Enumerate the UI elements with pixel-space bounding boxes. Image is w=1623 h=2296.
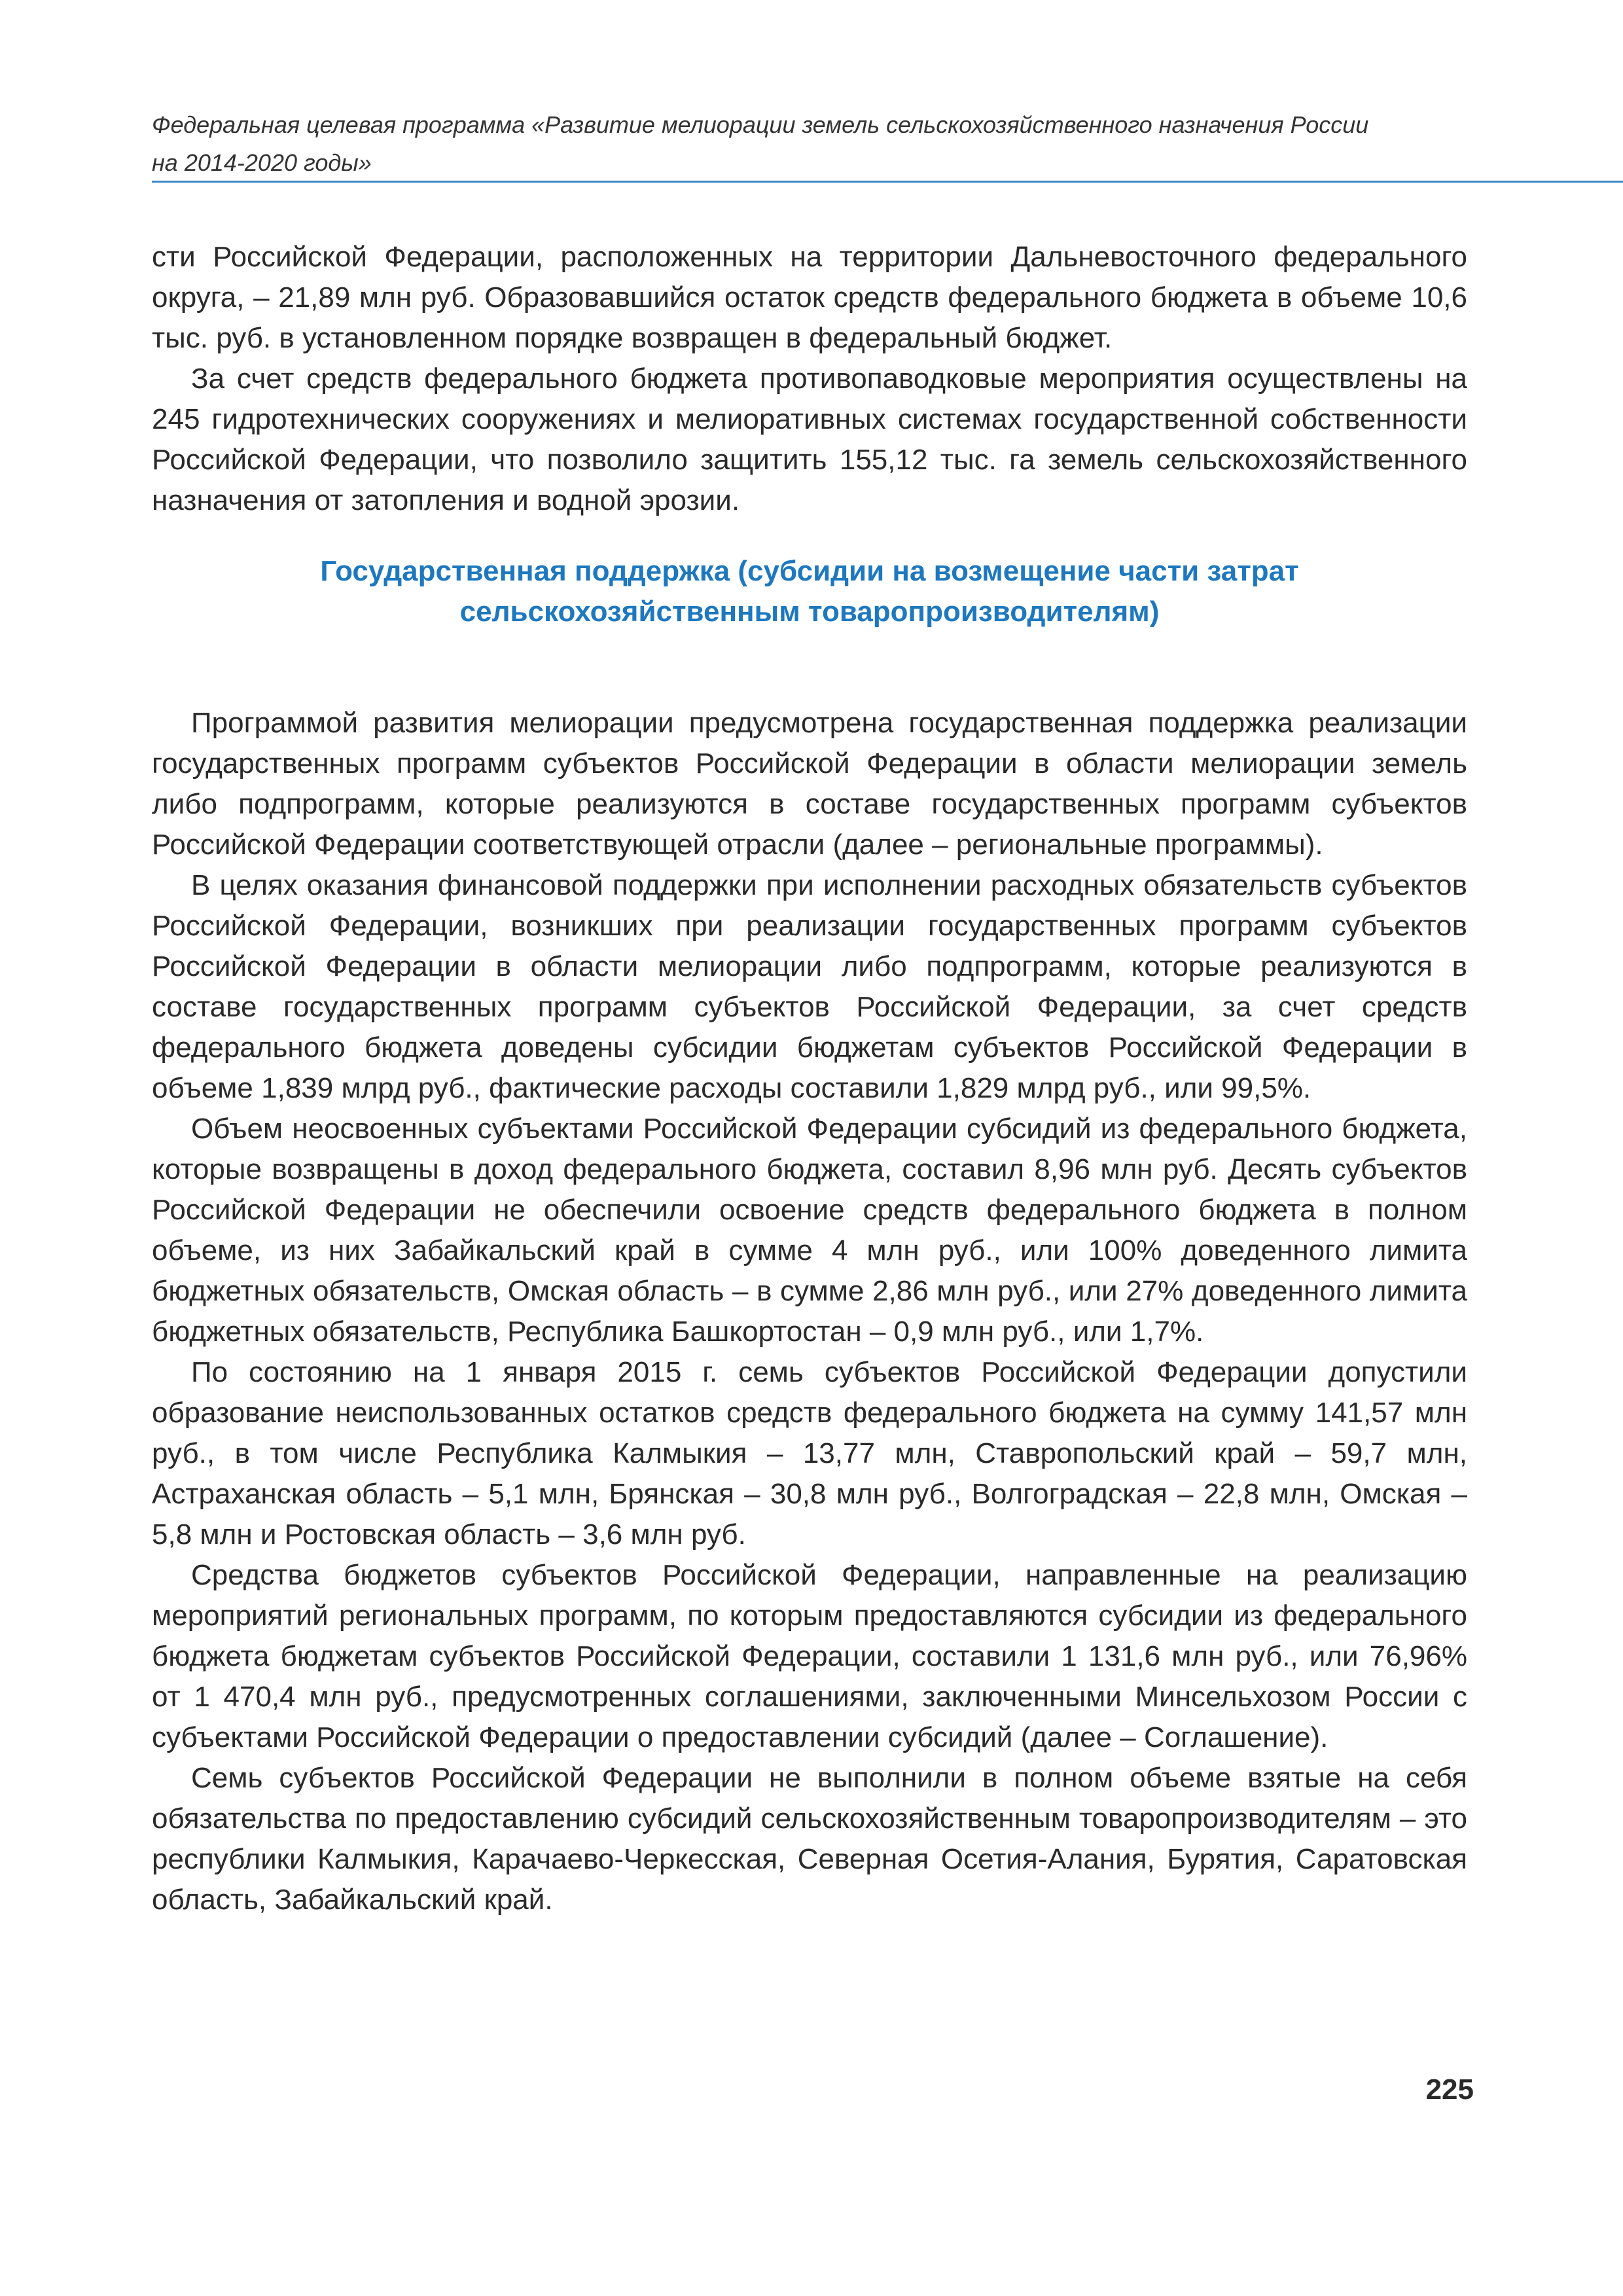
running-header	[152, 106, 1461, 182]
running-header-line-1: Федеральная целевая программа «Развитие мелиорации земель сельскохозяйственного назначения России	[152, 111, 1369, 138]
paragraph: По состоянию на 1 января 2015 г. семь субъектов Российской Федерации допустили образование неиспользованных остатков средств федерального бюджета на сумму 141,57 млн руб., в том числе Республика Калмыкия – 13,77 млн, Ставропольский край – 59,7 млн, Астраханская область – 5,1 млн, Брянская – 30,8 млн руб., Волгоградская – 22,8 млн, Омская – 5,8 млн и Ростовская область – 3,6 млн руб.	[152, 1356, 1467, 1551]
paragraph: Средства бюджетов субъектов Российской Федерации, направленные на реализацию мероприятий региональных программ, по которым предоставляются субсидии из федерального бюджета бюджетам субъектов Российской Федерации, составили 1 131,6 млн руб., или 76,96% от 1 470,4 млн руб., предусмотренных соглашениями, заключенными Минсельхозом России с субъектами Российской Федерации о предоставлении субсидий (далее – Соглашение).	[152, 1559, 1467, 1753]
page-body	[152, 237, 1467, 1920]
section-heading	[152, 551, 1467, 632]
section-heading-line-2: сельскохозяйственным товаропроизводителям)	[459, 596, 1160, 628]
paragraph: В целях оказания финансовой поддержки при исполнении расходных обязательств субъектов Российской Федерации, возникших при реализации государственных программ субъектов Российской Федерации в области мелиорации либо подпрограмм, которые реализуются в составе государственных программ субъектов Российской Федерации, за счет средств федерального бюджета доведены субсидии бюджетам субъектов Российской Федерации в объеме 1,839 млрд руб., фактические расходы составили 1,829 млрд руб., или 99,5%.	[152, 869, 1467, 1104]
paragraph: Программой развития мелиорации предусмотрена государственная поддержка реализации государственных программ субъектов Российской Федерации в области мелиорации земель либо подпрограмм, которые реализуются в составе государственных программ субъектов Российской Федерации соответствующей отрасли (далее – региональные программы).	[152, 707, 1467, 861]
header-divider	[152, 181, 1623, 183]
paragraph: Объем неосвоенных субъектами Российской Федерации субсидий из федерального бюджета, которые возвращены в доход федерального бюджета, составил 8,96 млн руб. Десять субъектов Российской Федерации не обеспечили освоение средств федерального бюджета в полном объеме, из них Забайкальский край в сумме 4 млн руб., или 100% доведенного лимита бюджетных обязательств, Омская область – в сумме 2,86 млн руб., или 27% доведенного лимита бюджетных обязательств, Республика Башкортостан – 0,9 млн руб., или 1,7%.	[152, 1113, 1467, 1348]
section-heading-line-1: Государственная поддержка (субсидии на возмещение части затрат	[320, 555, 1299, 587]
page-number: 225	[1425, 2073, 1474, 2106]
running-header-line-2: на 2014-2020 годы»	[152, 149, 372, 176]
paragraph: Семь субъектов Российской Федерации не выполнили в полном объеме взятые на себя обязательства по предоставлению субсидий сельскохозяйственным товаропроизводителям – это республики Калмыкия, Карачаево-Черкесская, Северная Осетия-Алания, Бурятия, Саратовская область, Забайкальский край.	[152, 1762, 1467, 1916]
paragraph-continued: сти Российской Федерации, расположенных на территории Дальневосточного федерального округа, – 21,89 млн руб. Образовавшийся остаток средств федерального бюджета в объеме 10,6 тыс. руб. в установленном порядке возвращен в федеральный бюджет.	[152, 241, 1467, 354]
paragraph: За счет средств федерального бюджета противопаводковые мероприятия осуществлены на 245 гидротехнических сооружениях и мелиоративных системах государственной собственности Российской Федерации, что позволило защитить 155,12 тыс. га земель сельскохозяйственного назначения от затопления и водной эрозии.	[152, 363, 1467, 516]
